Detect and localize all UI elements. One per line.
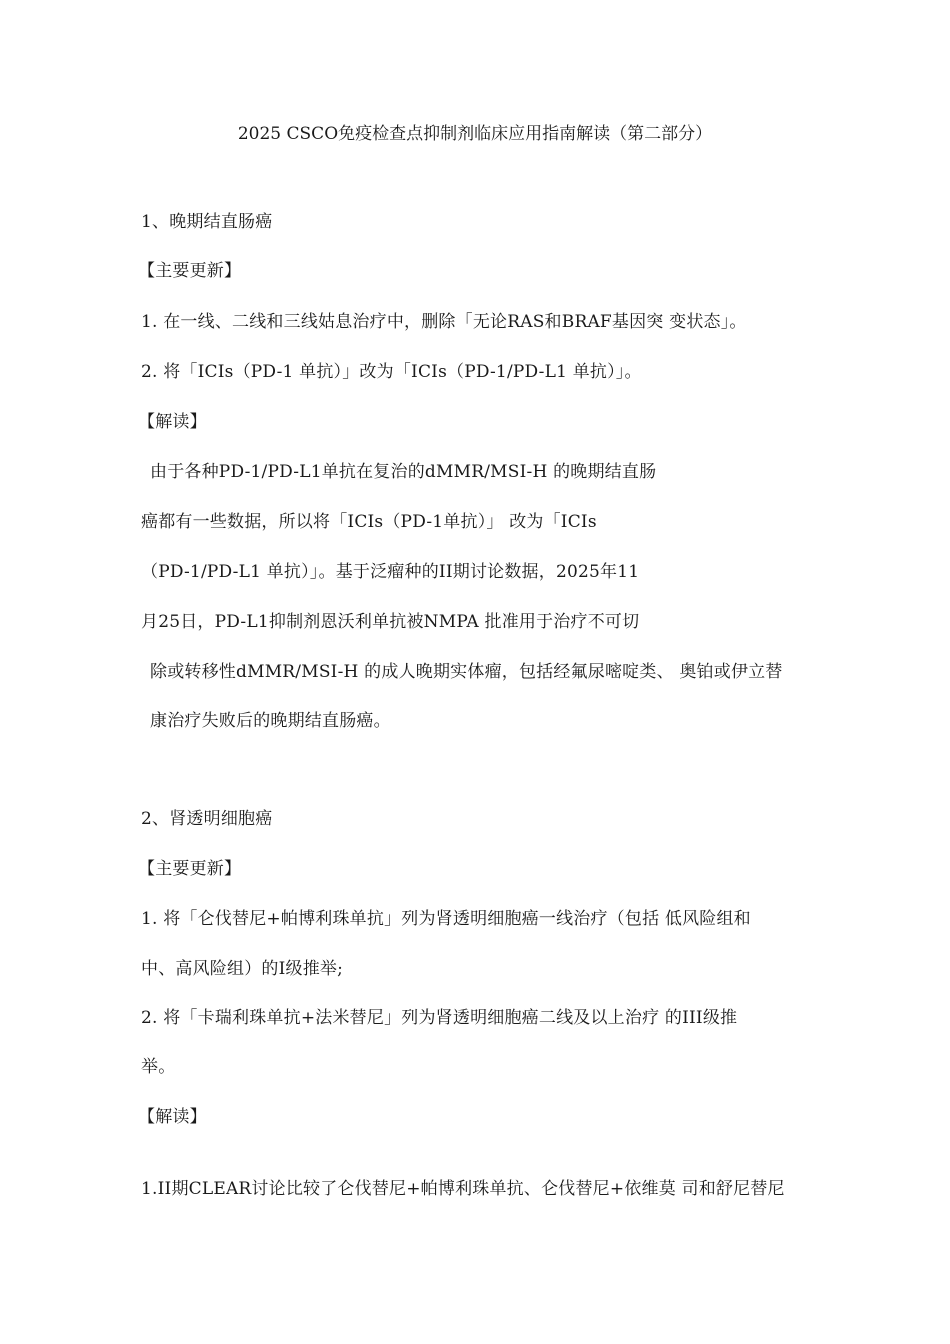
section-2-update-2-line-1: 2. 将「卡瑞利珠单抗+法米替尼」列为肾透明细胞癌二线及以上治疗 的III级推 [141,1008,738,1028]
section-2-update-2-line-2: 举。 [141,1057,176,1077]
section-1-heading: 1、晚期结直肠癌 [141,212,273,232]
section-1-updates-label: 【主要更新】 [138,261,242,281]
section-2-interpret-line-1: 1.II期CLEAR讨论比较了仑伐替尼+帕博利珠单抗、仑伐替尼+依维莫 司和舒尼替尼 [141,1179,785,1199]
section-2-updates-label: 【主要更新】 [138,859,242,879]
document-title: 2025 CSCO免疫检查点抑制剂临床应用指南解读（第二部分） [237,124,713,144]
section-2-update-1-line-1: 1. 将「仑伐替尼+帕博利珠单抗」列为肾透明细胞癌一线治疗（包括 低风险组和 [141,909,751,929]
section-1-update-1: 1. 在一线、二线和三线姑息治疗中，删除「无论RAS和BRAF基因突 变状态」。 [141,312,747,332]
section-1-update-2: 2. 将「ICIs（PD-1 单抗）」改为「ICIs（PD-1/PD-L1 单抗）」。 [141,362,642,382]
section-1-interpret-label: 【解读】 [138,412,207,432]
section-1-interpret-line-5: 除或转移性dMMR/MSI-H 的成人晚期实体瘤，包括经氟尿嘧啶类、 奥铂或伊立替 [150,662,783,682]
section-1-interpret-line-3: （PD-1/PD-L1 单抗）」。基于泛瘤种的II期讨论数据，2025年11 [141,562,640,582]
section-1-interpret-line-6: 康治疗失败后的晚期结直肠癌。 [150,711,391,731]
section-1-interpret-line-1: 由于各种PD-1/PD-L1单抗在复治的dMMR/MSI-H 的晚期结直肠 [150,462,657,482]
section-2-update-1-line-2: 中、高风险组）的I级推举; [141,959,344,979]
section-2-interpret-label: 【解读】 [138,1107,207,1127]
section-1-interpret-line-2: 癌都有一些数据，所以将「ICIs（PD-1单抗）」 改为「ICIs [141,512,597,532]
section-2-heading: 2、肾透明细胞癌 [141,809,273,829]
section-1-interpret-line-4: 月25日，PD-L1抑制剂恩沃利单抗被NMPA 批准用于治疗不可切 [141,612,640,632]
